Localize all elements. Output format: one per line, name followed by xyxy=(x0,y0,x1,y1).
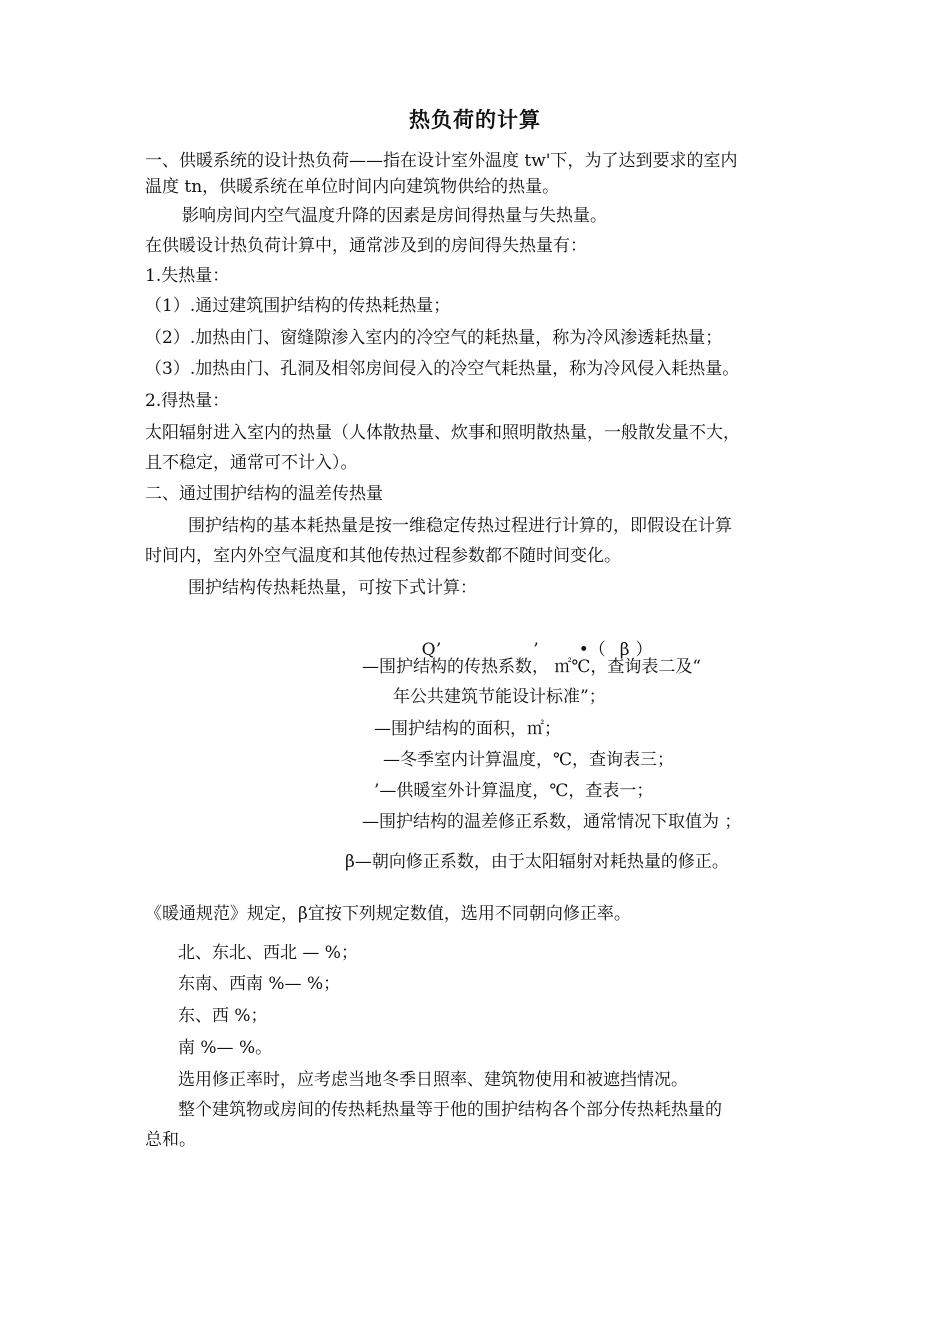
section-heading: 二、通过围护结构的温差传热量 xyxy=(145,484,383,504)
orientation-item: 东、西 %； xyxy=(178,1006,268,1026)
section-heading: 2.得热量： xyxy=(145,391,230,411)
text-line: 整个建筑物或房间的传热耗热量等于他的围护结构各个部分传热耗热量的 xyxy=(178,1100,722,1120)
formula-q: Q’ xyxy=(421,640,442,660)
definition-line: —围护结构的面积，㎡； xyxy=(374,719,561,739)
text-line: 影响房间内空气温度升降的因素是房间得热量与失热量。 xyxy=(182,206,607,226)
definition-line: 年公共建筑节能设计标准”； xyxy=(393,687,606,707)
page-title: 热负荷的计算 xyxy=(409,108,541,132)
text-line: 太阳辐射进入室内的热量（人体散热量、炊事和照明散热量，一般散发量不大， xyxy=(145,423,740,443)
text-line: 一、供暖系统的设计热负荷——指在设计室外温度 tw'下，为了达到要求的室内 xyxy=(145,151,738,171)
definition-line: ’—供暖室外计算温度，℃，查表一； xyxy=(374,781,654,801)
formula-dot-paren: •（ xyxy=(578,640,606,660)
text-line: 温度 tn，供暖系统在单位时间内向建筑物供给的热量。 xyxy=(145,177,560,197)
formula-beta: β xyxy=(619,640,630,660)
section-heading: 1.失热量： xyxy=(145,266,230,286)
text-line: 总和。 xyxy=(145,1130,196,1150)
text-line: 选用修正率时，应考虑当地冬季日照率、建筑物使用和被遮挡情况。 xyxy=(178,1070,688,1090)
orientation-item: 北、东北、西北 — %； xyxy=(178,943,358,963)
text-line: 围护结构传热耗热量，可按下式计算： xyxy=(188,578,477,598)
orientation-item: 南 %— %。 xyxy=(178,1038,273,1058)
list-item: （3）.加热由门、孔洞及相邻房间侵入的冷空气耗热量，称为冷风侵入耗热量。 xyxy=(145,359,740,379)
definition-line: —冬季室内计算温度，℃，查询表三； xyxy=(383,750,675,770)
definition-line: —围护结构的传热系数， ㎡℃，查询表二及“ xyxy=(362,657,702,677)
text-line: 时间内，室内外空气温度和其他传热过程参数都不随时间变化。 xyxy=(145,546,621,566)
definition-line: —围护结构的温差修正系数，通常情况下取值为 ； xyxy=(362,812,742,832)
text-line: 且不稳定，通常可不计入）。 xyxy=(145,453,358,473)
definition-line: β—朝向修正系数，由于太阳辐射对耗热量的修正。 xyxy=(345,852,729,872)
formula-prime: ’ xyxy=(533,640,539,660)
formula-close: ） xyxy=(635,640,653,660)
list-item: （1）.通过建筑围护结构的传热耗热量； xyxy=(145,296,451,316)
spec-line: 《暖通规范》规定，β宜按下列规定数值，选用不同朝向修正率。 xyxy=(145,904,631,924)
orientation-item: 东南、西南 %— %； xyxy=(178,974,341,994)
text-line: 围护结构的基本耗热量是按一维稳定传热过程进行计算的，即假设在计算 xyxy=(188,516,732,536)
list-item: （2）.加热由门、窗缝隙渗入室内的冷空气的耗热量，称为冷风渗透耗热量； xyxy=(145,328,723,348)
text-line: 在供暖设计热负荷计算中，通常涉及到的房间得失热量有： xyxy=(145,236,587,256)
